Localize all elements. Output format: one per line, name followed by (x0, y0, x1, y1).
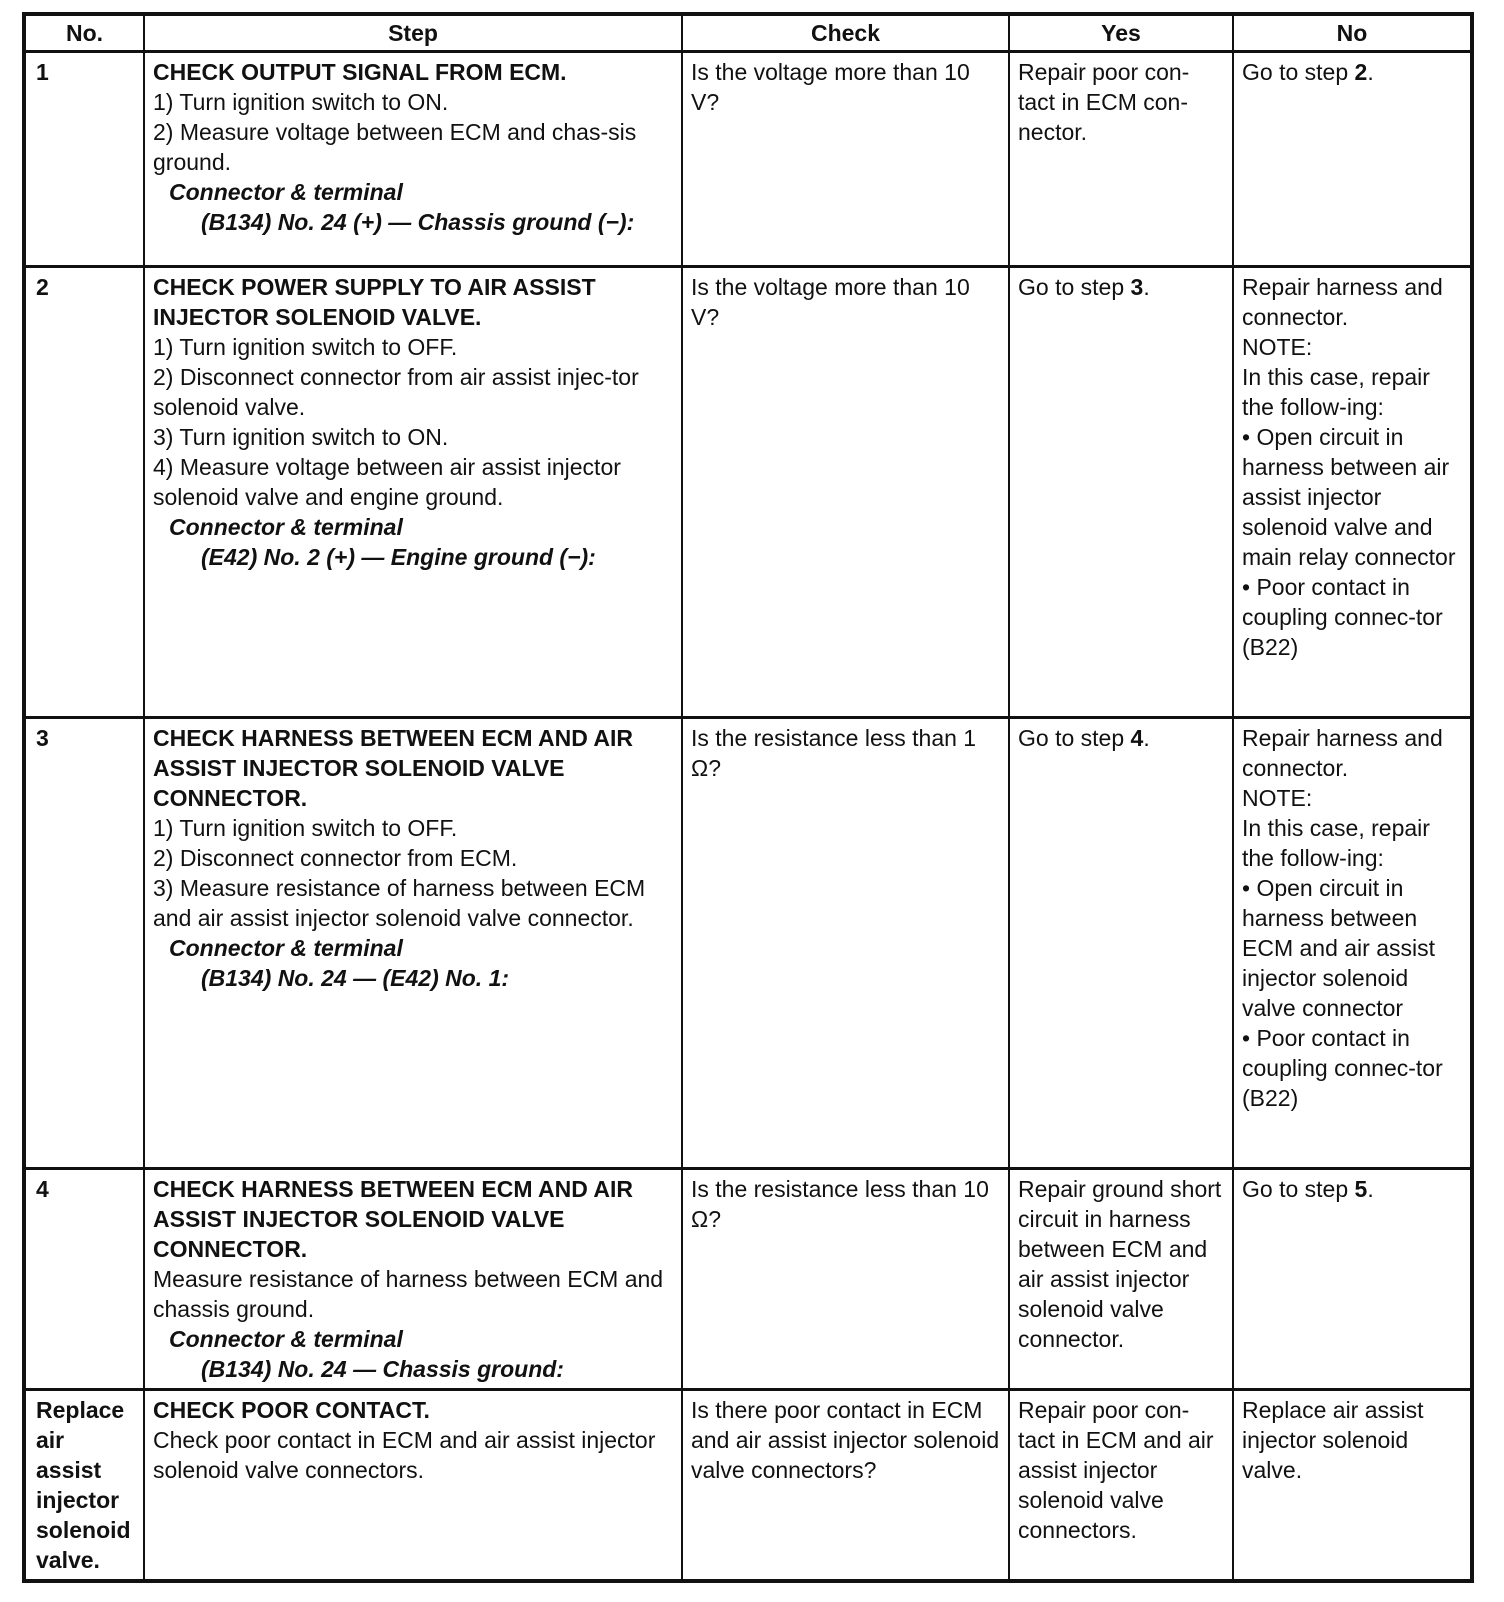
step-line: 1) Turn ignition switch to OFF. (153, 815, 458, 841)
connector-label: Connector & terminal (169, 1326, 403, 1352)
no-cell (1233, 267, 1472, 718)
connector-label: Connector & terminal (169, 935, 403, 961)
step-number: 1 (24, 52, 144, 267)
step-title: CHECK POOR CONTACT. (153, 1397, 430, 1423)
step-line: 2) Disconnect connector from ECM. (153, 845, 518, 871)
yes-cell: Repair poor con-tact in ECM con-nector. (1009, 52, 1233, 267)
check-cell: Is the resistance less than 1 Ω? (682, 718, 1009, 1169)
table-row (24, 1169, 1472, 1390)
step-cell (144, 1169, 682, 1390)
step-number: 4 (24, 1169, 144, 1390)
yes-text: Go to step (1018, 274, 1131, 300)
step-reference: 3 (1130, 274, 1144, 300)
step-title: CHECK OUTPUT SIGNAL FROM ECM. (153, 59, 567, 85)
step-line: 1) Turn ignition switch to ON. (153, 89, 449, 115)
no-bullet-item: • Open circuit in harness between ECM and air assist injector solenoid valve connector (1242, 873, 1462, 1023)
no-bullet-item: • Open circuit in harness between air assist injector solenoid valve and main relay connector (1242, 422, 1462, 572)
no-bullet-item: • Poor contact in coupling connec-tor (B22) (1242, 1023, 1462, 1113)
step-line: Measure resistance of harness between ECM and chassis ground. (153, 1266, 664, 1322)
yes-cell (1009, 718, 1233, 1169)
no-text-suffix: . (1367, 1176, 1374, 1202)
diagnostic-table (22, 12, 1474, 1583)
step-number: 2 (24, 267, 144, 718)
no-text: Go to step (1242, 59, 1355, 85)
no-text-suffix: . (1367, 59, 1374, 85)
yes-text: Go to step (1018, 725, 1131, 751)
no-cell (1233, 1169, 1472, 1390)
step-title: CHECK HARNESS BETWEEN ECM AND AIR ASSIST INJECTOR SOLENOID VALVE CONNECTOR. (153, 1176, 634, 1262)
table-row (24, 1390, 1472, 1582)
check-cell: Is there poor contact in ECM and air assist injector solenoid valve connectors? (682, 1390, 1009, 1582)
step-line: 3) Measure resistance of harness between ECM and air assist injector solenoid valve connector. (153, 875, 646, 931)
yes-text-suffix: . (1143, 274, 1150, 300)
header-yes: Yes (1009, 14, 1233, 52)
yes-cell (1009, 267, 1233, 718)
no-line: Repair harness and connector. (1242, 274, 1443, 330)
no-bullet-item: • Poor contact in coupling connec-tor (B22) (1242, 572, 1462, 662)
table-row (24, 52, 1472, 267)
connector-terminal: (E42) No. 2 (+) — Engine ground (−): (201, 544, 596, 570)
no-line: In this case, repair the follow-ing: (1242, 815, 1430, 871)
step-line: Check poor contact in ECM and air assist injector solenoid valve connectors. (153, 1427, 656, 1483)
step-line: 2) Measure voltage between ECM and chas-sis ground. (153, 119, 637, 175)
step-number: Replace air assist injector solenoid valve. (24, 1390, 144, 1582)
step-title: CHECK POWER SUPPLY TO AIR ASSIST INJECTOR SOLENOID VALVE. (153, 274, 596, 330)
step-number: 3 (24, 718, 144, 1169)
step-line: 1) Turn ignition switch to OFF. (153, 334, 458, 360)
note-label: NOTE: (1242, 785, 1313, 811)
step-line: 3) Turn ignition switch to ON. (153, 424, 449, 450)
no-text: Go to step (1242, 1176, 1355, 1202)
connector-terminal: (B134) No. 24 (+) — Chassis ground (−): (201, 209, 635, 235)
step-line: 2) Disconnect connector from air assist injec-tor solenoid valve. (153, 364, 639, 420)
connector-label: Connector & terminal (169, 179, 403, 205)
step-reference: 2 (1354, 59, 1368, 85)
no-cell (1233, 52, 1472, 267)
connector-terminal: (B134) No. 24 — (E42) No. 1: (201, 965, 510, 991)
step-reference: 5 (1354, 1176, 1368, 1202)
table-row (24, 267, 1472, 718)
header-no-result: No (1233, 14, 1472, 52)
header-row (24, 14, 1472, 52)
check-cell: Is the resistance less than 10 Ω? (682, 1169, 1009, 1390)
step-cell (144, 1390, 682, 1582)
check-cell: Is the voltage more than 10 V? (682, 52, 1009, 267)
note-label: NOTE: (1242, 334, 1313, 360)
step-title: CHECK HARNESS BETWEEN ECM AND AIR ASSIST INJECTOR SOLENOID VALVE CONNECTOR. (153, 725, 634, 811)
step-line: 4) Measure voltage between air assist injector solenoid valve and engine ground. (153, 454, 621, 510)
header-check: Check (682, 14, 1009, 52)
no-cell (1233, 718, 1472, 1169)
header-step: Step (144, 14, 682, 52)
header-no: No. (24, 14, 144, 52)
no-line: In this case, repair the follow-ing: (1242, 364, 1430, 420)
no-cell: Replace air assist injector solenoid valve. (1233, 1390, 1472, 1582)
no-line: Repair harness and connector. (1242, 725, 1443, 781)
check-cell: Is the voltage more than 10 V? (682, 267, 1009, 718)
step-reference: 4 (1130, 725, 1144, 751)
table-row (24, 718, 1472, 1169)
connector-terminal: (B134) No. 24 — Chassis ground: (201, 1356, 564, 1382)
yes-cell: Repair ground short circuit in harness between ECM and air assist injector solenoid valve connector. (1009, 1169, 1233, 1390)
yes-cell: Repair poor con-tact in ECM and air assist injector solenoid valve connectors. (1009, 1390, 1233, 1582)
yes-text-suffix: . (1143, 725, 1150, 751)
step-cell (144, 52, 682, 267)
connector-label: Connector & terminal (169, 514, 403, 540)
step-cell (144, 267, 682, 718)
step-cell (144, 718, 682, 1169)
